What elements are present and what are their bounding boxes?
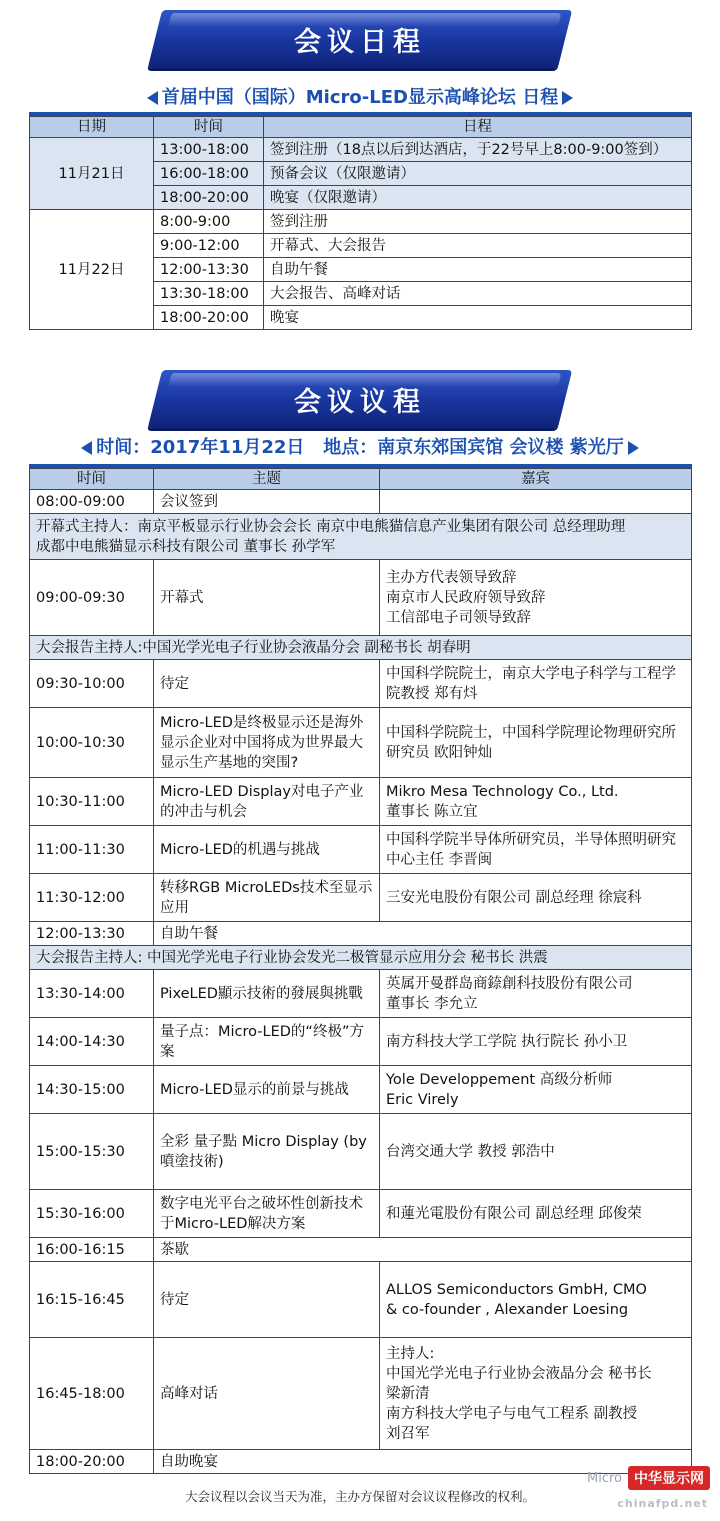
- time-cell: 13:30-14:00: [30, 970, 154, 1018]
- column-header: 日程: [264, 117, 692, 138]
- guest-cell: 主持人: 中国光学光电子行业协会液晶分会 秘书长 梁新清 南方科技大学电子与电气工程系 副教授 刘召军: [380, 1338, 692, 1450]
- time-cell: 12:00-13:30: [154, 258, 264, 282]
- table-row: [30, 922, 692, 946]
- time-cell: 10:30-11:00: [30, 778, 154, 826]
- guest-cell: 主办方代表领导致辞 南京市人民政府领导致辞 工信部电子司领导致辞: [380, 560, 692, 636]
- topic-cell: 待定: [154, 660, 380, 708]
- host-cell: 大会报告主持人: 中国光学光电子行业协会发光二极管显示应用分会 秘书长 洪震: [30, 946, 692, 970]
- time-cell: 08:00-09:00: [30, 490, 154, 514]
- topic-cell: 高峰对话: [154, 1338, 380, 1450]
- topic-cell: Micro-LED是终极显示还是海外显示企业对中国将成为世界最大显示生产基地的突围?: [154, 708, 380, 778]
- schedule-table: [29, 116, 692, 330]
- table-row: [30, 514, 692, 560]
- table-row: [30, 560, 692, 636]
- guest-cell: 台湾交通大学 教授 郭浩中: [380, 1114, 692, 1190]
- guest-cell: 三安光电股份有限公司 副总经理 徐宸科: [380, 874, 692, 922]
- triangle-left-icon: [81, 441, 92, 455]
- time-cell: 9:00-12:00: [154, 234, 264, 258]
- topic-cell: 数字电光平台之破坏性创新技术于Micro-LED解决方案: [154, 1190, 380, 1238]
- topic-cell: 会议签到: [154, 490, 380, 514]
- column-header: 时间: [154, 117, 264, 138]
- guest-cell: 中国科学院院士，中国科学院理论物理研究所研究员 欧阳钟灿: [380, 708, 692, 778]
- agenda-banner: [0, 360, 720, 438]
- guest-cell: ALLOS Semiconductors GmbH, CMO & co-founder , Alexander Loesing: [380, 1262, 692, 1338]
- table-row: [30, 1018, 692, 1066]
- schedule-cell: 自助午餐: [264, 258, 692, 282]
- table-row: [30, 778, 692, 826]
- agenda-banner-title: 会议议程: [294, 386, 426, 418]
- schedule-cell: 开幕式、大会报告: [264, 234, 692, 258]
- time-cell: 14:30-15:00: [30, 1066, 154, 1114]
- table-row: [30, 210, 692, 234]
- time-cell: 09:30-10:00: [30, 660, 154, 708]
- table-row: [30, 1262, 692, 1338]
- triangle-right-icon: [628, 441, 639, 455]
- topic-cell: Micro-LED显示的前景与挑战: [154, 1066, 380, 1114]
- agenda-subtitle: 时间：2017年11月22日 地点：南京东郊国宾馆 会议楼 紫光厅: [0, 434, 720, 462]
- guest-cell: Yole Developpement 高级分析师 Eric Virely: [380, 1066, 692, 1114]
- topic-cell: Micro-LED Display对电子产业的冲击与机会: [154, 778, 380, 826]
- guest-cell: 中国科学院院士，南京大学电子科学与工程学院教授 郑有炓: [380, 660, 692, 708]
- time-cell: 18:00-20:00: [154, 306, 264, 330]
- topic-cell: 开幕式: [154, 560, 380, 636]
- agenda-table: [29, 468, 692, 1474]
- time-cell: 18:00-20:00: [154, 186, 264, 210]
- schedule-cell: 签到注册（18点以后到达酒店，于22号早上8:00-9:00签到）: [264, 138, 692, 162]
- guest-cell: 和蓮光電股份有限公司 副总经理 邱俊荣: [380, 1190, 692, 1238]
- topic-cell: 自助午餐: [154, 922, 692, 946]
- time-cell: 12:00-13:30: [30, 922, 154, 946]
- footer-note: 大会议程以会议当天为准，主办方保留对会议议程修改的权利。: [184, 1489, 535, 1504]
- topic-cell: 自助晚宴: [154, 1450, 692, 1474]
- guest-cell: 中国科学院半导体所研究员，半导体照明研究中心主任 李晋闽: [380, 826, 692, 874]
- time-cell: 18:00-20:00: [30, 1450, 154, 1474]
- guest-cell: Mikro Mesa Technology Co., Ltd. 董事长 陈立宜: [380, 778, 692, 826]
- schedule-cell: 预备会议（仅限邀请）: [264, 162, 692, 186]
- host-cell: 大会报告主持人:中国光学光电子行业协会液晶分会 副秘书长 胡春明: [30, 636, 692, 660]
- schedule-cell: 签到注册: [264, 210, 692, 234]
- time-cell: 16:00-16:15: [30, 1238, 154, 1262]
- table-row: [30, 636, 692, 660]
- topic-cell: 量子点：Micro-LED的“终极”方案: [154, 1018, 380, 1066]
- watermark-text: Micro: [587, 1470, 622, 1486]
- table-row: [30, 708, 692, 778]
- topic-cell: 全彩 量子點 Micro Display (by 噴塗技術): [154, 1114, 380, 1190]
- watermark-url: chinafpd.net: [617, 1497, 708, 1510]
- table-row: [30, 946, 692, 970]
- time-cell: 14:00-14:30: [30, 1018, 154, 1066]
- table-row: [30, 490, 692, 514]
- time-cell: 16:15-16:45: [30, 1262, 154, 1338]
- date-cell: 11月21日: [30, 138, 154, 210]
- schedule-cell: 晚宴（仅限邀请）: [264, 186, 692, 210]
- table-row: [30, 1066, 692, 1114]
- time-cell: 15:00-15:30: [30, 1114, 154, 1190]
- time-cell: 09:00-09:30: [30, 560, 154, 636]
- schedule-cell: 晚宴: [264, 306, 692, 330]
- watermark-logo: 中华显示网: [628, 1466, 710, 1490]
- schedule-banner-title: 会议日程: [294, 26, 426, 58]
- topic-cell: Micro-LED的机遇与挑战: [154, 826, 380, 874]
- time-cell: 16:45-18:00: [30, 1338, 154, 1450]
- time-cell: 15:30-16:00: [30, 1190, 154, 1238]
- triangle-left-icon: [147, 91, 158, 105]
- time-cell: 13:00-18:00: [154, 138, 264, 162]
- topic-cell: 待定: [154, 1262, 380, 1338]
- table-row: [30, 826, 692, 874]
- table-row: [30, 1114, 692, 1190]
- table-row: [30, 138, 692, 162]
- table-row: [30, 970, 692, 1018]
- column-header: 嘉宾: [380, 469, 692, 490]
- column-header: 主题: [154, 469, 380, 490]
- table-row: [30, 660, 692, 708]
- time-cell: 8:00-9:00: [154, 210, 264, 234]
- column-header: 日期: [30, 117, 154, 138]
- schedule-banner: [0, 0, 720, 78]
- triangle-right-icon: [562, 91, 573, 105]
- schedule-cell: 大会报告、高峰对话: [264, 282, 692, 306]
- table-row: [30, 1190, 692, 1238]
- table-row: [30, 874, 692, 922]
- topic-cell: PixeLED顯示技術的發展與挑戰: [154, 970, 380, 1018]
- topic-cell: 茶歇: [154, 1238, 692, 1262]
- guest-cell: 英属开曼群岛商錼創科技股份有限公司 董事长 李允立: [380, 970, 692, 1018]
- topic-cell: 转移RGB MicroLEDs技术至显示应用: [154, 874, 380, 922]
- time-cell: 11:00-11:30: [30, 826, 154, 874]
- time-cell: 16:00-18:00: [154, 162, 264, 186]
- time-cell: 13:30-18:00: [154, 282, 264, 306]
- column-header: 时间: [30, 469, 154, 490]
- table-row: [30, 1238, 692, 1262]
- guest-cell: [380, 490, 692, 514]
- time-cell: 10:00-10:30: [30, 708, 154, 778]
- table-row: [30, 1338, 692, 1450]
- guest-cell: 南方科技大学工学院 执行院长 孙小卫: [380, 1018, 692, 1066]
- host-cell: 开幕式主持人：南京平板显示行业协会会长 南京中电熊猫信息产业集团有限公司 总经理助理 成都中电熊猫显示科技有限公司 董事长 孙学军: [30, 514, 692, 560]
- time-cell: 11:30-12:00: [30, 874, 154, 922]
- date-cell: 11月22日: [30, 210, 154, 330]
- schedule-subtitle: 首届中国（国际）Micro-LED显示高峰论坛 日程: [0, 84, 720, 112]
